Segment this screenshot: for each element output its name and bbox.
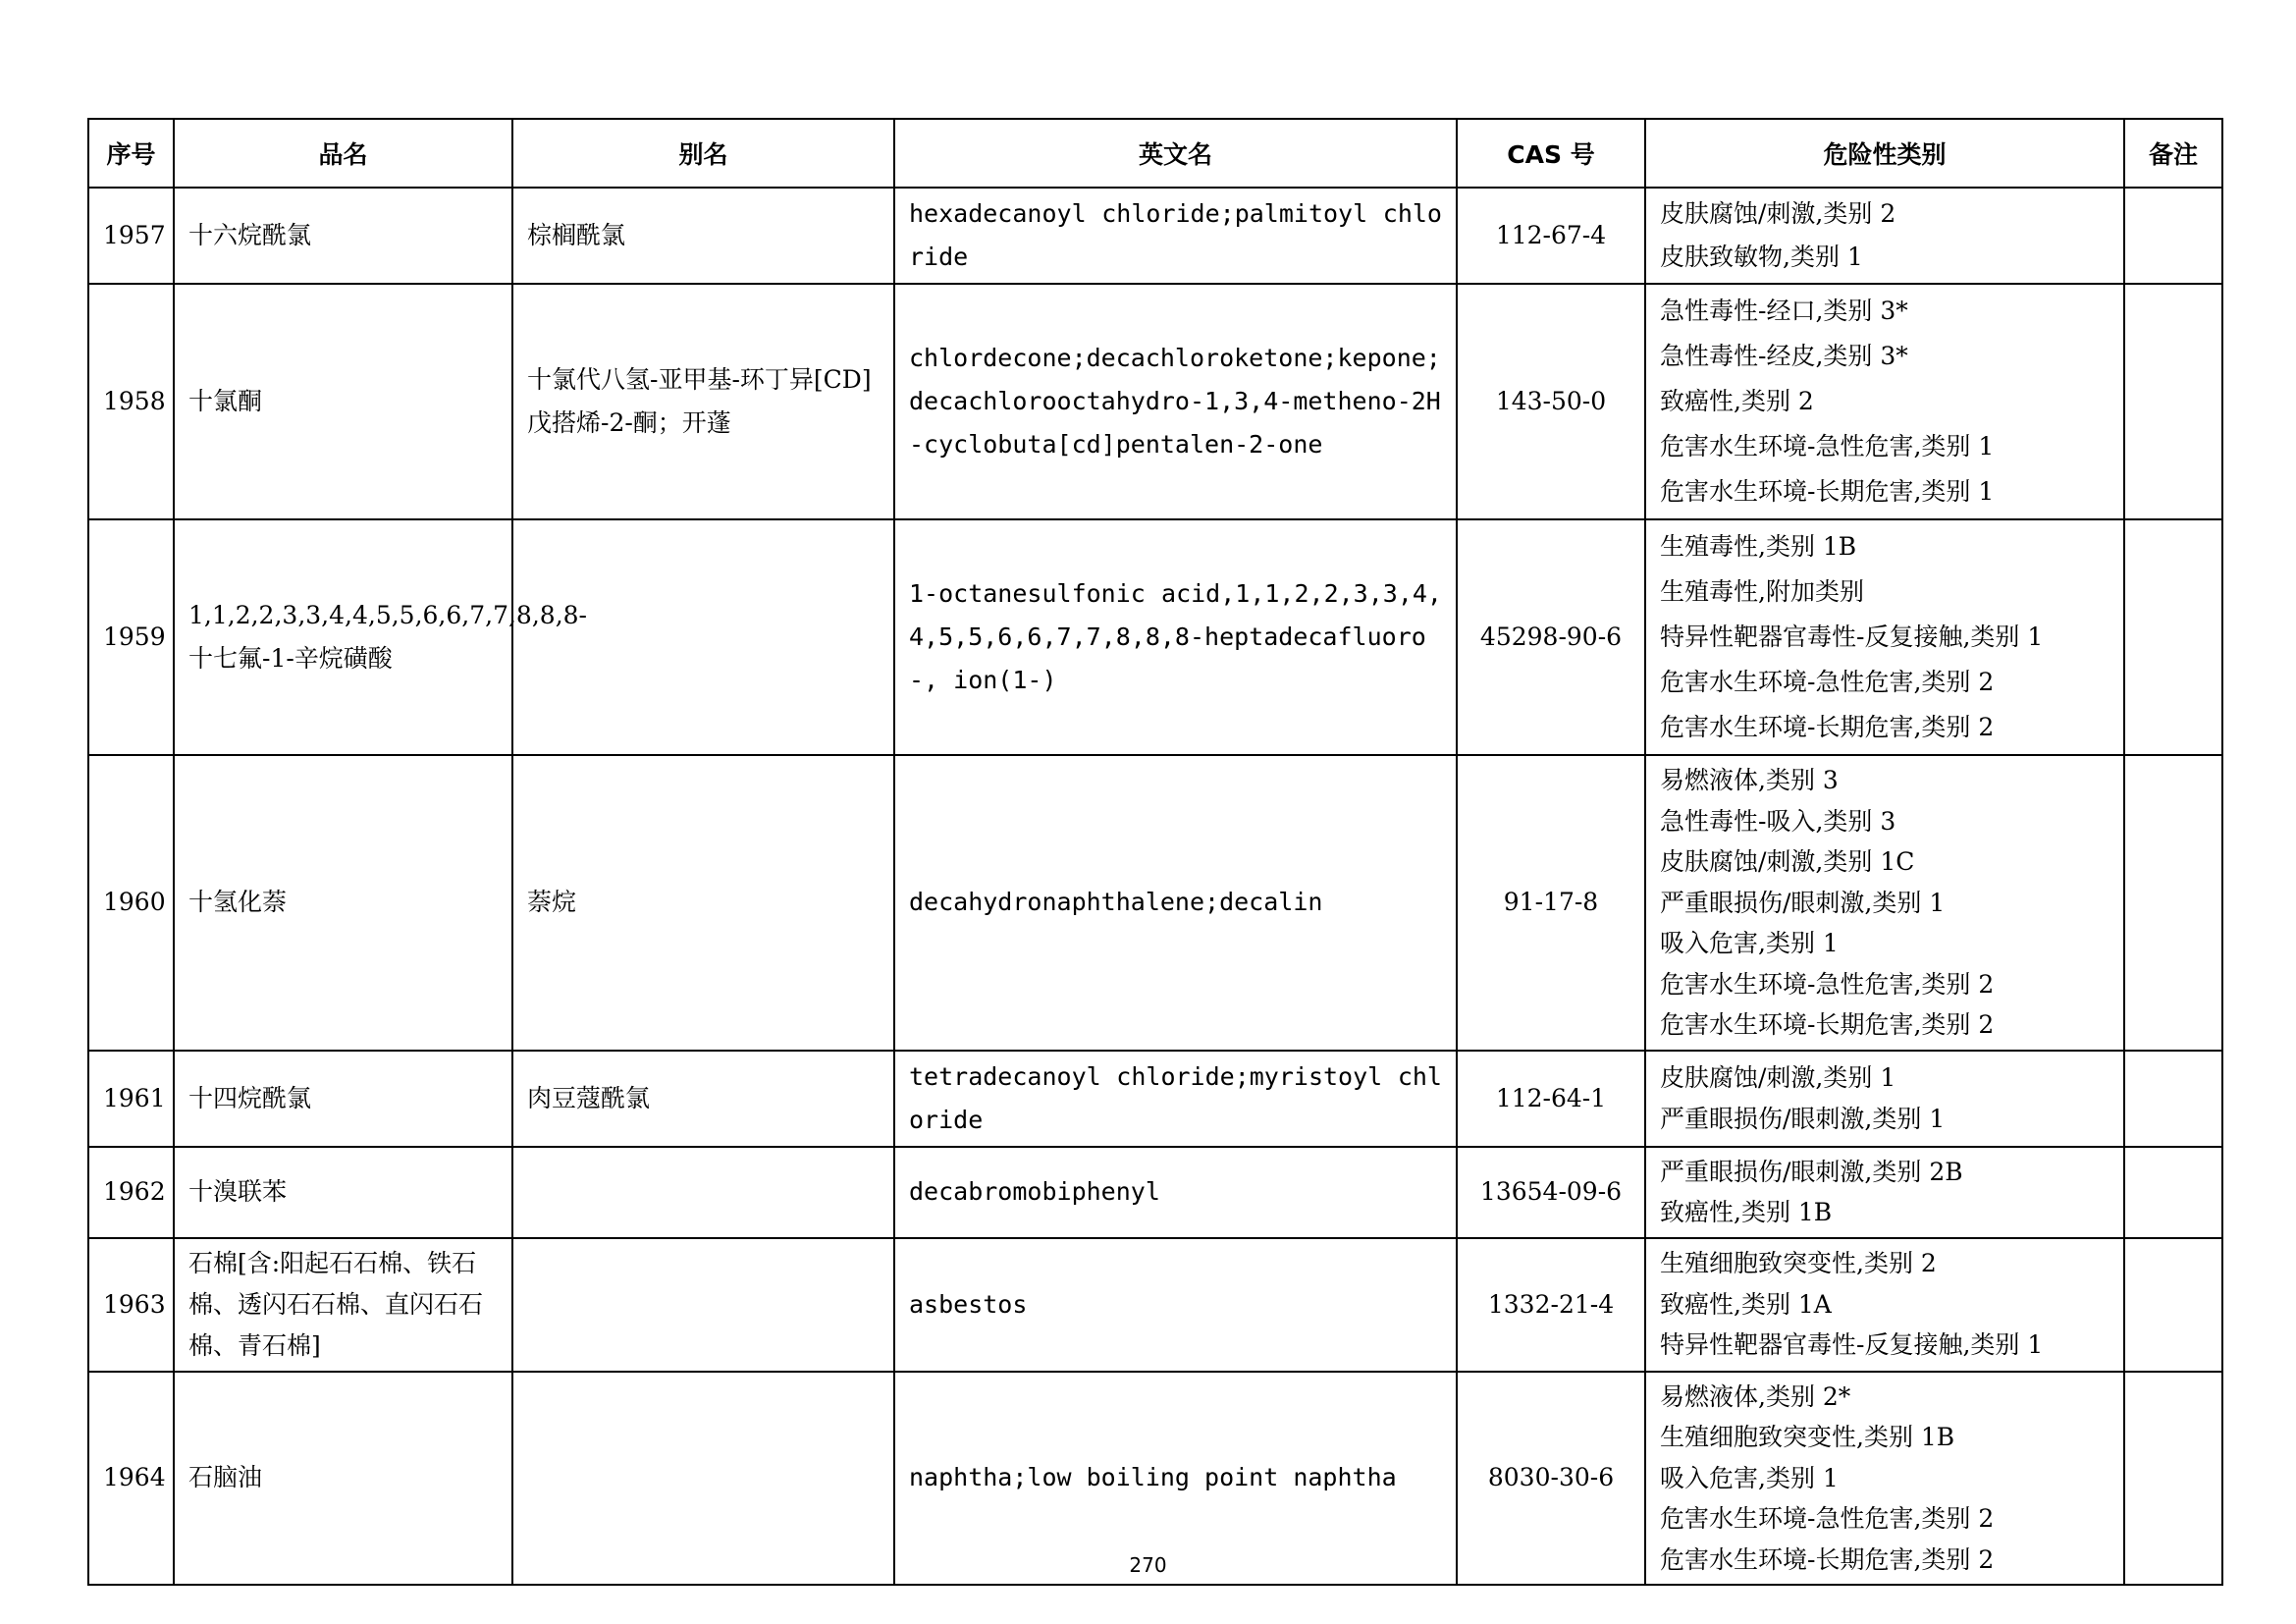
cell-cas: 8030-30-6 <box>1457 1372 1645 1586</box>
cell-cas: 13654-09-6 <box>1457 1147 1645 1238</box>
cell-seq: 1964 <box>88 1372 174 1586</box>
cell-cas: 112-64-1 <box>1457 1051 1645 1147</box>
cell-seq: 1961 <box>88 1051 174 1147</box>
cell-cas: 143-50-0 <box>1457 284 1645 519</box>
cell-name: 十氢化萘 <box>174 755 512 1051</box>
cell-name: 十溴联苯 <box>174 1147 512 1238</box>
hazard-item: 生殖毒性,类别 1B <box>1660 532 1857 561</box>
cell-seq: 1959 <box>88 519 174 755</box>
hazard-item: 皮肤致敏物,类别 1 <box>1660 243 1863 271</box>
cell-english-name: asbestos <box>894 1238 1457 1372</box>
hazard-item: 严重眼损伤/眼刺激,类别 1 <box>1660 888 1946 917</box>
hazard-item: 急性毒性-经皮,类别 3* <box>1660 342 1908 370</box>
hazard-item: 危害水生环境-急性危害,类别 1 <box>1660 432 1995 460</box>
cell-name: 十四烷酰氯 <box>174 1051 512 1147</box>
cell-alias <box>512 1147 894 1238</box>
hazard-item: 生殖细胞致突变性,类别 1B <box>1660 1423 1955 1451</box>
hazard-item: 危害水生环境-长期危害,类别 2 <box>1660 1544 1995 1574</box>
hazard-item: 危害水生环境-急性危害,类别 2 <box>1660 969 1995 999</box>
cell-alias: 棕榈酰氯 <box>512 188 894 284</box>
table-body <box>88 188 2222 1585</box>
cell-name: 1,1,2,2,3,3,4,4,5,5,6,6,7,7,8,8,8-十七氟-1-辛烷磺酸 <box>174 519 512 755</box>
hazard-item: 危害水生环境-急性危害,类别 2 <box>1660 1504 1995 1533</box>
hazard-item: 急性毒性-经口,类别 3* <box>1660 297 1908 325</box>
cell-name: 十氯酮 <box>174 284 512 519</box>
table-row <box>88 284 2222 519</box>
table-row <box>88 1238 2222 1372</box>
hazard-item: 吸入危害,类别 1 <box>1660 1463 1839 1492</box>
cell-alias <box>512 1238 894 1372</box>
cell-english-name: naphtha;low boiling point naphtha <box>894 1372 1457 1586</box>
cell-english-name: chlordecone;decachloroketone;kepone;decachlorooctahydro-1,3,4-metheno-2H-cyclobuta[cd]pentalen-2-one <box>894 284 1457 519</box>
header-name: 品名 <box>174 119 512 188</box>
hazard-item: 危害水生环境-长期危害,类别 2 <box>1660 1010 1995 1039</box>
header-cas: CAS 号 <box>1457 119 1645 188</box>
cell-alias <box>512 519 894 755</box>
hazard-item: 危害水生环境-长期危害,类别 2 <box>1660 713 1995 741</box>
hazard-item: 严重眼损伤/眼刺激,类别 1 <box>1660 1104 1946 1133</box>
header-alias: 别名 <box>512 119 894 188</box>
cell-alias: 萘烷 <box>512 755 894 1051</box>
cell-name: 石棉[含:阳起石石棉、铁石棉、透闪石石棉、直闪石石棉、青石棉] <box>174 1238 512 1372</box>
cell-name: 石脑油 <box>174 1372 512 1586</box>
cell-english-name: hexadecanoyl chloride;palmitoyl chloride <box>894 188 1457 284</box>
cell-alias: 十氯代八氢-亚甲基-环丁异[CD]戊搭烯-2-酮；开蓬 <box>512 284 894 519</box>
cell-name: 十六烷酰氯 <box>174 188 512 284</box>
header-english-name: 英文名 <box>894 119 1457 188</box>
hazard-item: 吸入危害,类别 1 <box>1660 929 1839 957</box>
cell-cas: 45298-90-6 <box>1457 519 1645 755</box>
cell-hazard-class <box>1645 1051 2124 1147</box>
cell-hazard-class <box>1645 519 2124 755</box>
hazard-item: 致癌性,类别 1A <box>1660 1289 1832 1319</box>
cell-hazard-class <box>1645 188 2124 284</box>
hazard-item: 危害水生环境-长期危害,类别 1 <box>1660 477 1995 506</box>
table-row <box>88 188 2222 284</box>
cell-cas: 91-17-8 <box>1457 755 1645 1051</box>
cell-seq: 1958 <box>88 284 174 519</box>
header-hazard-class: 危险性类别 <box>1645 119 2124 188</box>
header-note: 备注 <box>2124 119 2222 188</box>
table-row <box>88 1147 2222 1238</box>
cell-hazard-class <box>1645 284 2124 519</box>
hazard-item: 易燃液体,类别 2* <box>1660 1381 1851 1411</box>
hazard-item: 危害水生环境-急性危害,类别 2 <box>1660 668 1995 696</box>
cell-note <box>2124 519 2222 755</box>
cell-note <box>2124 1238 2222 1372</box>
hazard-item: 急性毒性-吸入,类别 3 <box>1660 806 1896 836</box>
cell-hazard-class <box>1645 1147 2124 1238</box>
hazard-item: 致癌性,类别 1B <box>1660 1198 1833 1226</box>
cell-note <box>2124 188 2222 284</box>
table-row <box>88 1051 2222 1147</box>
hazard-item: 皮肤腐蚀/刺激,类别 2 <box>1660 199 1896 228</box>
hazard-item: 致癌性,类别 2 <box>1660 387 1814 415</box>
cell-note <box>2124 1147 2222 1238</box>
hazard-item: 皮肤腐蚀/刺激,类别 1C <box>1660 847 1915 876</box>
cell-seq: 1957 <box>88 188 174 284</box>
hazard-item: 生殖细胞致突变性,类别 2 <box>1660 1249 1937 1278</box>
header-seq: 序号 <box>88 119 174 188</box>
hazard-item: 生殖毒性,附加类别 <box>1660 577 1864 606</box>
cell-note <box>2124 755 2222 1051</box>
cell-english-name: tetradecanoyl chloride;myristoyl chloride <box>894 1051 1457 1147</box>
hazard-item: 皮肤腐蚀/刺激,类别 1 <box>1660 1063 1896 1092</box>
table-header-row <box>88 119 2222 188</box>
page-number: 270 <box>1129 1553 1167 1577</box>
cell-english-name: 1-octanesulfonic acid,1,1,2,2,3,3,4,4,5,5,6,6,7,7,8,8,8-heptadecafluoro-, ion(1-) <box>894 519 1457 755</box>
hazard-item: 特异性靶器官毒性-反复接触,类别 1 <box>1660 623 2044 651</box>
cell-cas: 112-67-4 <box>1457 188 1645 284</box>
cell-alias: 肉豆蔻酰氯 <box>512 1051 894 1147</box>
hazard-item: 严重眼损伤/眼刺激,类别 2B <box>1660 1157 1963 1186</box>
cell-english-name: decabromobiphenyl <box>894 1147 1457 1238</box>
hazard-table <box>87 118 2223 1586</box>
cell-seq: 1960 <box>88 755 174 1051</box>
cell-cas: 1332-21-4 <box>1457 1238 1645 1372</box>
hazard-item: 特异性靶器官毒性-反复接触,类别 1 <box>1660 1330 2044 1360</box>
cell-seq: 1963 <box>88 1238 174 1372</box>
cell-note <box>2124 284 2222 519</box>
cell-hazard-class <box>1645 1238 2124 1372</box>
cell-note <box>2124 1051 2222 1147</box>
table-row <box>88 519 2222 755</box>
cell-english-name: decahydronaphthalene;decalin <box>894 755 1457 1051</box>
cell-hazard-class <box>1645 755 2124 1051</box>
hazard-item: 易燃液体,类别 3 <box>1660 766 1839 794</box>
table-row <box>88 755 2222 1051</box>
cell-seq: 1962 <box>88 1147 174 1238</box>
